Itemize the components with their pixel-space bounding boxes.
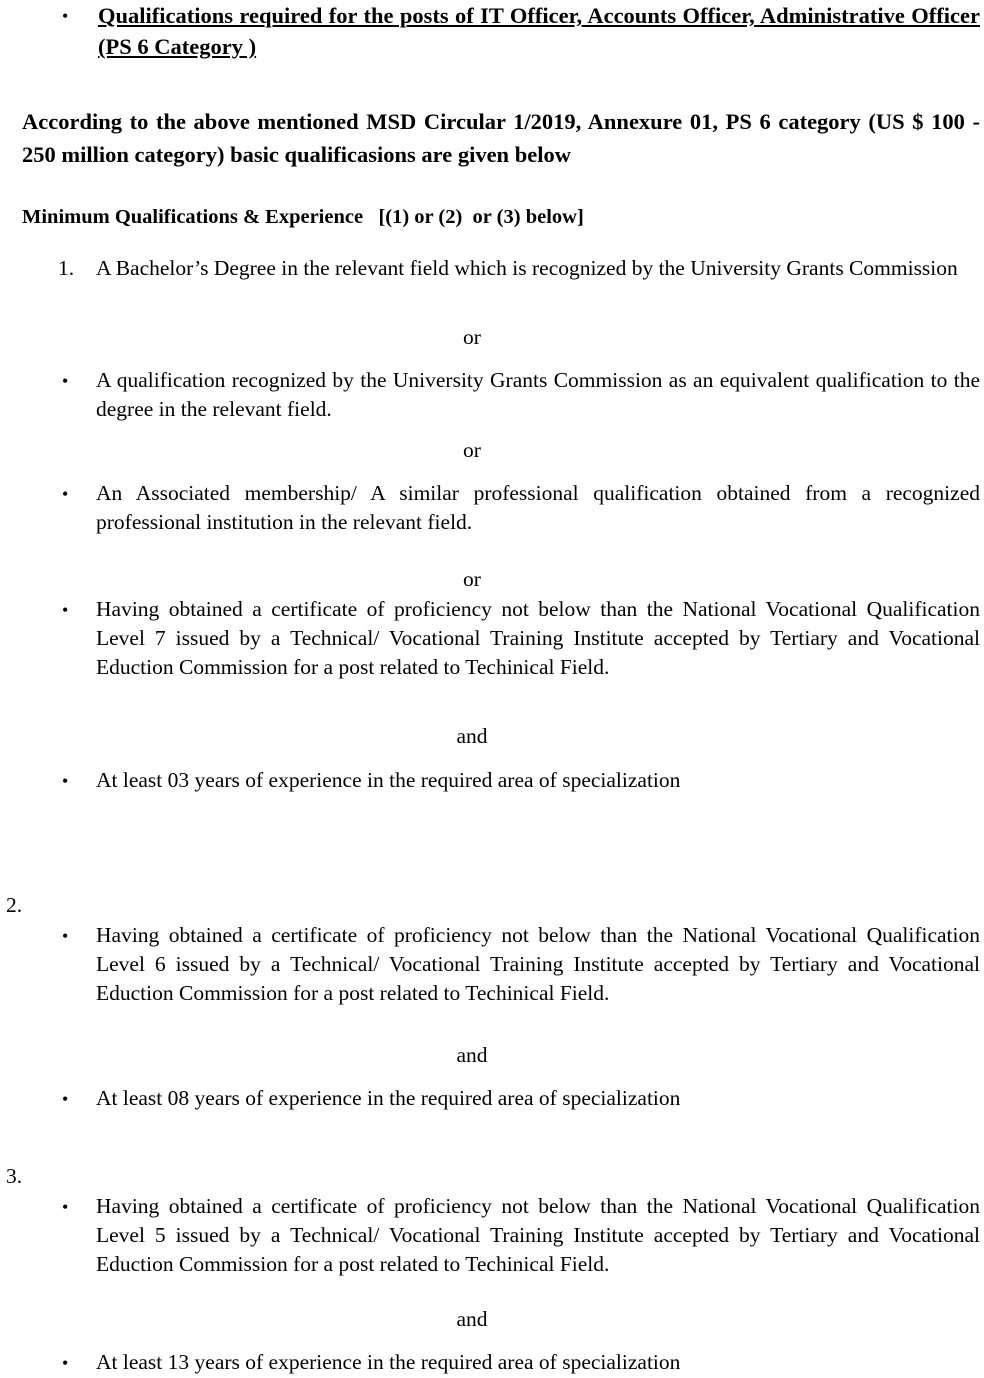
list-bullet: • <box>62 1089 69 1109</box>
list-bullet: • <box>62 771 69 791</box>
list-bullet: • <box>62 1197 69 1217</box>
or-connector: or <box>463 567 481 591</box>
option-1-item-3: An Associated membership/ A similar professional qualification obtained from a recognized professional institution in the relevant field. <box>96 481 980 534</box>
option-1-number: 1. <box>58 256 75 280</box>
option-1-item-2: A qualification recognized by the University Grants Commission as an equivalent qualification to the degree in the relevant field. <box>96 368 980 421</box>
section-heading: Qualifications required for the posts of IT Officer, Accounts Officer, Administrative Officer (PS 6 Category ) <box>98 3 980 59</box>
option-1-item-1: A Bachelor’s Degree in the relevant field which is recognized by the University Grants Commission <box>96 256 958 280</box>
and-connector: and <box>456 724 488 748</box>
list-bullet: • <box>62 1353 69 1373</box>
qualifications-subheading: Minimum Qualifications & Experience [(1) or (2) or (3) below] <box>22 206 584 228</box>
option-3-experience: At least 13 years of experience in the required area of specialization <box>96 1350 681 1374</box>
option-3-number: 3. <box>6 1164 23 1188</box>
option-2-experience: At least 08 years of experience in the required area of specialization <box>96 1086 681 1110</box>
or-connector: or <box>463 325 481 349</box>
intro-paragraph: According to the above mentioned MSD Circular 1/2019, Annexure 01, PS 6 category (US $ 100 - 250 million category) basic qualificasions are given below <box>22 109 980 167</box>
or-connector: or <box>463 438 481 462</box>
option-2-item-1: Having obtained a certificate of proficiency not below than the National Vocational Qualification Level 6 issued by a Technical/ Vocational Training Institute accepted by Tertiary and Vocational Eduction Commission for a post related to Techinical Field. <box>96 923 980 1005</box>
list-bullet: • <box>62 371 69 391</box>
heading-bullet: • <box>62 6 69 26</box>
and-connector: and <box>456 1043 488 1067</box>
option-1-experience: At least 03 years of experience in the required area of specialization <box>96 768 681 792</box>
option-3-item-1: Having obtained a certificate of proficiency not below than the National Vocational Qualification Level 5 issued by a Technical/ Vocational Training Institute accepted by Tertiary and Vocational Eduction Commission for a post related to Techinical Field. <box>96 1194 980 1276</box>
list-bullet: • <box>62 926 69 946</box>
list-bullet: • <box>62 484 69 504</box>
and-connector: and <box>456 1307 488 1331</box>
list-bullet: • <box>62 600 69 620</box>
option-2-number: 2. <box>6 893 23 917</box>
option-1-item-4: Having obtained a certificate of proficiency not below than the National Vocational Qualification Level 7 issued by a Technical/ Vocational Training Institute accepted by Tertiary and Vocational Eduction Commission for a post related to Techinical Field. <box>96 597 980 679</box>
